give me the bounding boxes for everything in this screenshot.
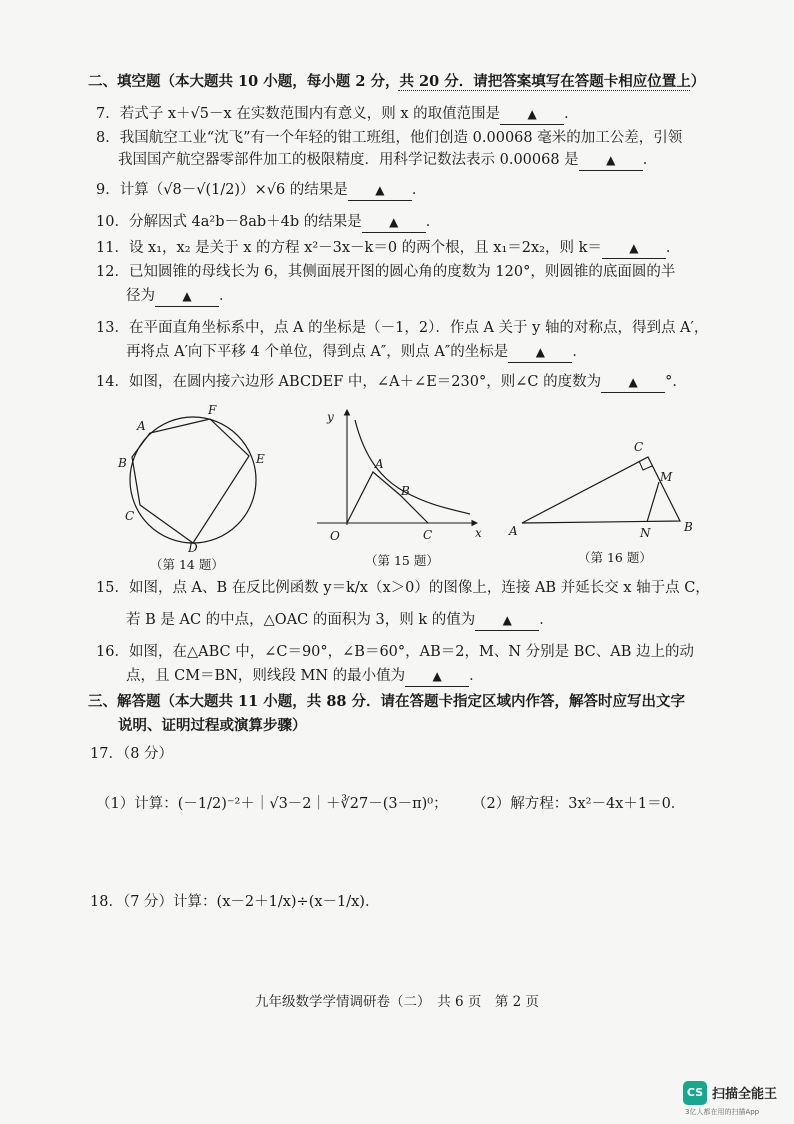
figure-14 — [110, 400, 280, 560]
fig15-label-x: x — [475, 526, 482, 540]
question-17-header: 17．（8 分） — [90, 746, 174, 762]
question-13-line1: 13．在平面直角坐标系中，点 A 的坐标是（－1，2）．作点 A 关于 y 轴的对称点，得到点 A′， — [96, 320, 709, 336]
fig15-hyperbola — [355, 420, 470, 514]
question-15-line1: 15．如图，点 A、B 在反比例函数 y＝k/x（x＞0）的图像上，连接 AB 并延长交 x 轴于点 C， — [96, 580, 710, 596]
page-footer: 九年级数学学情调研卷（二） 共 6 页 第 2 页 — [254, 994, 540, 1010]
question-9: 9．计算（√8－√(1/2)）×√6 的结果是 ▲ ． — [96, 180, 426, 201]
question-14: 14．如图，在圆内接六边形 ABCDEF 中，∠A＋∠E＝230°，则∠C 的度数为 ▲ °． — [96, 372, 687, 393]
question-8-line1: 8．我国航空工业“沈飞”有一个年轻的钳工班组，他们创造 0.00068 毫米的加工公差，引领 — [96, 130, 683, 146]
camscanner-tagline: 3亿人都在用的扫描App — [685, 1108, 760, 1116]
question-11: 11．设 x₁，x₂ 是关于 x 的方程 x²－3x－k＝0 的两个根，且 x₁＝2x₂，则 k＝ ▲ ． — [96, 238, 680, 259]
fig15-caption: （第 15 题） — [365, 553, 439, 568]
fig14-label-A: A — [137, 419, 146, 433]
fig14-circle — [130, 417, 256, 543]
question-17-part1: （1）计算：(－1/2)⁻²＋｜√3－2｜＋∛27－(3－π)⁰； — [96, 796, 448, 812]
figure-15 — [315, 400, 490, 550]
camscanner-name: 扫描全能王 — [712, 1087, 778, 1102]
camscanner-logo-icon: CS — [683, 1081, 707, 1105]
fig16-segment-MN — [647, 482, 659, 522]
fig15-label-B: B — [401, 484, 410, 498]
question-7: 7．若式子 x＋√5－x 在实数范围内有意义，则 x 的取值范围是 ▲ ． — [96, 104, 579, 125]
fig16-caption: （第 16 题） — [578, 550, 652, 565]
fig14-label-B: B — [118, 456, 127, 470]
fig15-label-C: C — [423, 528, 433, 542]
fig14-caption: （第 14 题） — [150, 557, 224, 572]
question-12-line1: 12．已知圆锥的母线长为 6，其侧面展开图的圆心角的度数为 120°，则圆锥的底面圆的半 — [96, 264, 676, 280]
section3-heading-line1: 三、解答题（本大题共 11 小题，共 88 分．请在答题卡指定区域内作答，解答时应写出文字 — [88, 693, 686, 710]
fig16-label-C: C — [634, 440, 644, 454]
fig16-label-A: A — [509, 524, 518, 538]
question-8-line2: 我国国产航空器零部件加工的极限精度．用科学记数法表示 0.00068 是 ▲ ． — [118, 150, 657, 171]
question-15-line2: 若 B 是 AC 的中点，△OAC 的面积为 3，则 k 的值为 ▲ ． — [126, 610, 554, 631]
fig15-label-y: y — [327, 410, 334, 424]
fig14-label-D: D — [188, 541, 198, 555]
figure-16 — [500, 435, 700, 545]
question-13-line2: 再将点 A′向下平移 4 个单位，得到点 A″，则点 A″的坐标是 ▲ ． — [126, 342, 587, 363]
heading-underline — [398, 90, 690, 91]
question-10: 10．分解因式 4a²b－8ab＋4b 的结果是 ▲ ． — [96, 212, 440, 233]
section2-heading: 二、填空题（本大题共 10 小题，每小题 2 分，共 20 分．请把答案填写在答题卡相应位置上） — [88, 73, 706, 90]
question-16-line2: 点，且 CM＝BN，则线段 MN 的最小值为 ▲ ． — [126, 666, 484, 687]
fig14-hexagon — [132, 419, 249, 543]
fig15-label-A: A — [375, 457, 384, 471]
question-18: 18．（7 分）计算：(x－2＋1/x)÷(x－1/x)． — [90, 894, 380, 910]
fig16-label-N: N — [640, 526, 651, 540]
section3-heading-line2: 说明、证明过程或演算步骤） — [118, 717, 307, 734]
fig16-label-M: M — [660, 470, 673, 484]
question-16-line1: 16．如图，在△ABC 中，∠C＝90°，∠B＝60°，AB＝2，M、N 分别是 BC、AB 边上的动 — [96, 644, 695, 660]
fig14-label-C: C — [125, 509, 135, 523]
question-17-part2: （2）解方程：3x²－4x＋1＝0． — [472, 796, 686, 812]
question-12-line2: 径为 ▲ ． — [126, 286, 234, 307]
fig14-label-F: F — [208, 403, 217, 417]
fig16-label-B: B — [684, 520, 693, 534]
fig15-label-O: O — [330, 529, 340, 543]
fig14-label-E: E — [256, 452, 265, 466]
